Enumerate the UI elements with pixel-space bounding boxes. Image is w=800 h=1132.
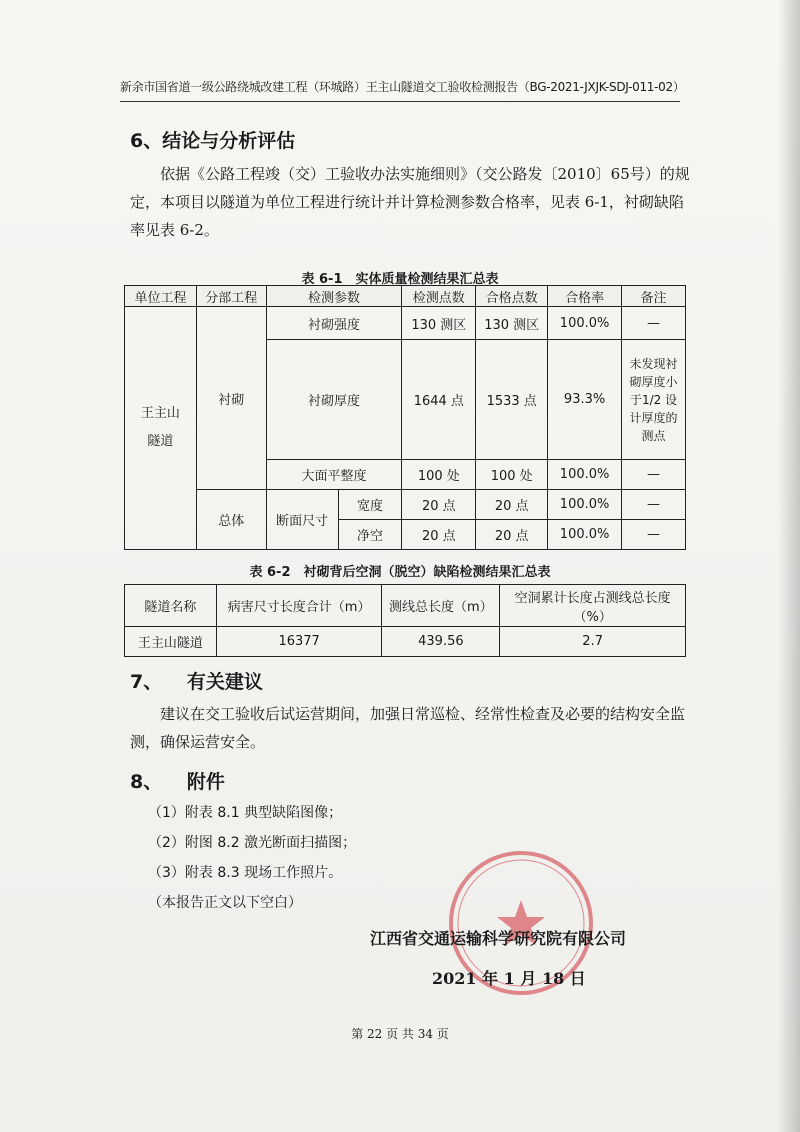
rate-cell: 100.0% <box>548 520 622 550</box>
table-6-2 <box>124 584 686 657</box>
table-header-row <box>125 286 686 307</box>
points-cell: 100 处 <box>402 460 476 490</box>
pass-cell: 100 处 <box>476 460 548 490</box>
table-6-1-caption: 表 6-1 实体质量检测结果汇总表 <box>301 272 499 287</box>
note-cell: — <box>622 520 686 550</box>
points-cell: 1644 点 <box>402 340 476 460</box>
header-defect-length: 病害尺寸长度合计（m） <box>216 585 382 627</box>
header-sub: 分部工程 <box>196 286 266 307</box>
header-unit: 单位工程 <box>125 286 197 307</box>
header-pass: 合格点数 <box>476 286 548 307</box>
param-cell: 大面平整度 <box>266 460 402 490</box>
table-row <box>125 490 686 520</box>
section-6-title: 6、结论与分析评估 <box>130 130 296 152</box>
table-header-row <box>125 585 686 627</box>
section-8-title: 8、 附件 <box>130 771 225 793</box>
section-7-paragraph: 建议在交工验收后试运营期间，加强日常巡检、经常性检查及必要的结构安全监测，确保运营安全。 <box>130 705 686 751</box>
report-date: 2021 年 1 月 18 日 <box>432 969 586 988</box>
company-name: 江西省交通运输科学研究院有限公司 <box>370 929 627 948</box>
section-6-paragraph: 依据《公路工程竣（交）工验收办法实施细则》（交公路发〔2010〕65号）的规定，本项目以隧道为单位工程进行统计并计算检测参数合格率，见表 6-1，衬砌缺陷率见表 6-2。 <box>130 165 690 239</box>
points-cell: 20 点 <box>402 520 476 550</box>
param-cell: 宽度 <box>338 490 402 520</box>
header-rate: 合格率 <box>548 286 622 307</box>
table-6-2-caption: 表 6-2 衬砌背后空洞（脱空）缺陷检测结果汇总表 <box>249 565 551 580</box>
header-line-length: 测线总长度（m） <box>382 585 500 627</box>
page-number: 第 22 页 共 34 页 <box>351 1027 449 1041</box>
header-ratio: 空洞累计长度占测线总长度（%） <box>500 585 686 627</box>
header-tunnel: 隧道名称 <box>125 585 217 627</box>
page-header: 新余市国省道一级公路绕城改建工程（环城路）王主山隧道交工验收检测报告（BG-2021-JXJK-SDJ-011-02） <box>120 78 680 102</box>
note-cell: 未发现衬砌厚度小于1/2 设计厚度的测点 <box>622 340 686 460</box>
header-points: 检测点数 <box>402 286 476 307</box>
pass-cell: 1533 点 <box>476 340 548 460</box>
table-6-1 <box>124 285 686 550</box>
section-7-title: 7、 有关建议 <box>130 671 263 693</box>
param-cell: 衬砌强度 <box>266 307 402 340</box>
note-cell: — <box>622 460 686 490</box>
header-note: 备注 <box>622 286 686 307</box>
tunnel-cell: 王主山隧道 <box>125 627 217 657</box>
line-length-cell: 439.56 <box>382 627 500 657</box>
pass-cell: 20 点 <box>476 490 548 520</box>
section-size-cell: 断面尺寸 <box>266 490 338 550</box>
sub-overall-cell: 总体 <box>196 490 266 550</box>
param-cell: 净空 <box>338 520 402 550</box>
header-param: 检测参数 <box>266 286 402 307</box>
sub-lining-cell: 衬砌 <box>196 307 266 490</box>
rate-cell: 100.0% <box>548 490 622 520</box>
pass-cell: 130 测区 <box>476 307 548 340</box>
rate-cell: 100.0% <box>548 460 622 490</box>
ratio-cell: 2.7 <box>500 627 686 657</box>
pass-cell: 20 点 <box>476 520 548 550</box>
table-row <box>125 307 686 340</box>
rate-cell: 93.3% <box>548 340 622 460</box>
attachment-item: （2）附图 8.2 激光断面扫描图； <box>148 835 357 851</box>
note-cell: — <box>622 307 686 340</box>
points-cell: 130 测区 <box>402 307 476 340</box>
attachment-item: （3）附表 8.3 现场工作照片。 <box>148 865 343 881</box>
points-cell: 20 点 <box>402 490 476 520</box>
note-cell: — <box>622 490 686 520</box>
rate-cell: 100.0% <box>548 307 622 340</box>
unit-cell <box>125 307 197 550</box>
blank-note: （本报告正文以下空白） <box>148 895 302 911</box>
table-row <box>125 627 686 657</box>
param-cell: 衬砌厚度 <box>266 340 402 460</box>
unit-label: 王主山隧道 <box>140 406 180 449</box>
defect-length-cell: 16377 <box>216 627 382 657</box>
attachment-item: （1）附表 8.1 典型缺陷图像； <box>148 805 343 821</box>
